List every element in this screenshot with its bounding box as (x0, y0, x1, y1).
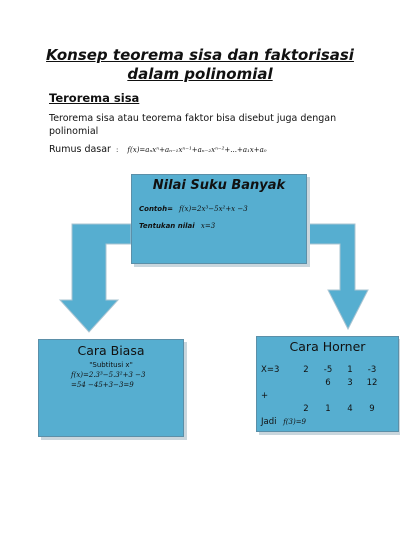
rumus-colon: : (116, 146, 119, 154)
cara-biasa-box (38, 339, 184, 437)
contoh-formula: f(x)=2x³−5x²+x −3 (179, 205, 248, 213)
page-title: Konsep teorema sisa dan faktorisasi dalam polinomial (46, 46, 354, 83)
horner-cell: 3 (347, 377, 353, 388)
tentukan-value: x=3 (200, 222, 216, 230)
horner-cell: 2 (303, 403, 309, 414)
horner-result (261, 417, 306, 427)
horner-cell: 2 (303, 364, 309, 375)
horner-cell (295, 376, 317, 389)
horner-cell (295, 389, 317, 402)
horner-result-label: Jadi (261, 417, 277, 427)
horner-result-formula: f(3)=9 (283, 418, 307, 426)
horner-cell: -3 (367, 364, 377, 375)
cara-biasa-line-2: =54 −45+3−3=9 (71, 381, 134, 389)
horner-cell: 4 (347, 403, 353, 414)
cara-horner-box (256, 336, 399, 432)
horner-cell (317, 389, 339, 402)
tentukan-label: Tentukan nilai (139, 222, 195, 230)
horner-cell: X=3 (261, 364, 280, 375)
horner-cell: 9 (369, 403, 375, 414)
right-arrow (305, 224, 368, 329)
contoh-label: Contoh= (139, 205, 173, 213)
contoh-row (139, 205, 248, 213)
horner-row-3 (261, 389, 383, 402)
rumus-label: Rumus dasar (49, 144, 111, 155)
horner-cell: -5 (323, 364, 333, 375)
horner-row-4 (261, 402, 383, 415)
horner-cell: 6 (325, 377, 331, 388)
nilai-suku-banyak-box (131, 174, 307, 264)
cara-biasa-title: Cara Biasa (77, 343, 145, 358)
cara-horner-title: Cara Horner (289, 339, 366, 354)
left-arrow (60, 224, 131, 332)
tentukan-row (139, 222, 215, 230)
horner-cell (261, 376, 295, 389)
horner-cell: + (261, 390, 269, 401)
rumus-formula: f(x)=aₙxⁿ+aₙ₋₁xⁿ⁻¹+aₙ₋₂xⁿ⁻²+...+a₁x+a₀ (127, 146, 267, 154)
horner-cell: 12 (366, 377, 378, 388)
horner-cell (361, 389, 383, 402)
section-heading: Terorema sisa (49, 91, 140, 105)
main-box-title: Nilai Suku Banyak (152, 178, 286, 193)
cara-biasa-line-1: f(x)=2.3³−5.3²+3 −3 (71, 371, 146, 379)
intro-paragraph: Terorema sisa atau teorema faktor bisa disebut juga dengan polinomial (49, 113, 337, 137)
horner-row-2 (261, 376, 383, 389)
horner-cell: 1 (347, 364, 353, 375)
horner-table (261, 363, 383, 415)
rumus-dasar (49, 144, 267, 155)
horner-cell (339, 389, 361, 402)
horner-cell: 1 (325, 403, 331, 414)
horner-cell (261, 402, 295, 415)
cara-biasa-subtitle: "Subtitusi x" (89, 361, 133, 369)
horner-row-1 (261, 363, 383, 376)
